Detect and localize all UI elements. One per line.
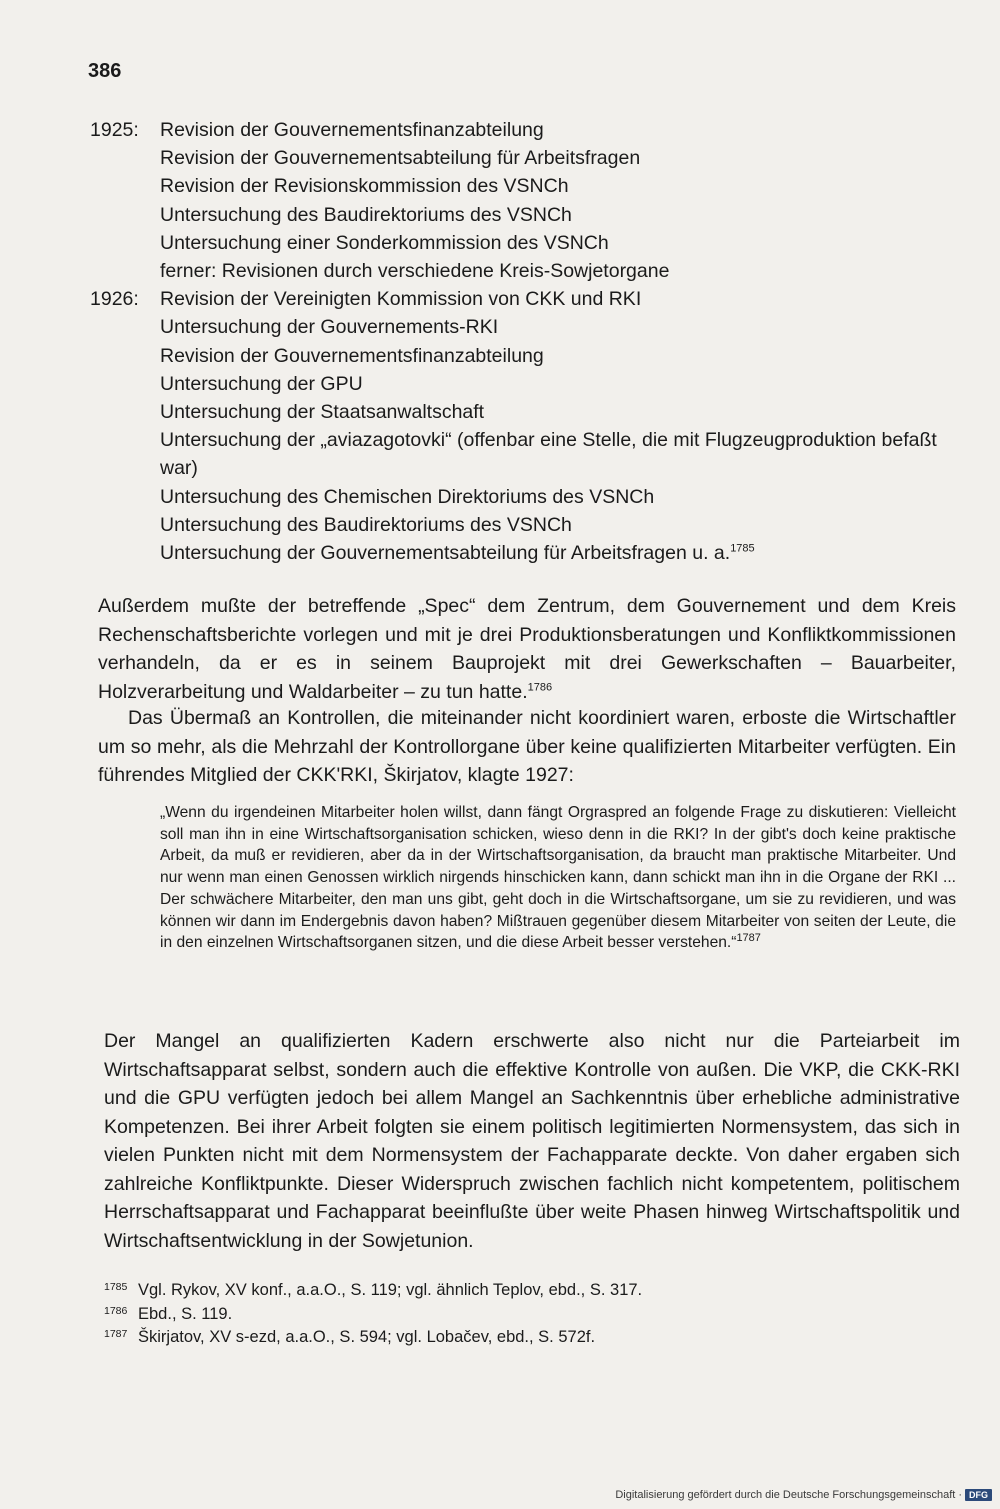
footnote-number: 1785 [104, 1281, 128, 1293]
event-items [160, 285, 960, 567]
event-item: Untersuchung der Staatsanwaltschaft [160, 401, 485, 424]
event-item: Untersuchung des Chemischen Direktoriums des VSNCh [160, 485, 655, 508]
body-paragraph-1 [98, 592, 956, 707]
credit-text: Digitalisierung gefördert durch die Deutsche Forschungsgemeinschaft [615, 1489, 956, 1501]
footnote-1787 [104, 1326, 964, 1350]
event-item: Revision der Gouvernementsabteilung für Arbeitsfragen [160, 147, 641, 170]
event-item: Untersuchung der „aviazagotovki“ (offenbar eine Stelle, die mit Flugzeugproduktion befaßt war) [160, 429, 937, 480]
event-item: Untersuchung des Baudirektoriums des VSNCh [160, 513, 572, 536]
footnote-text: Škirjatov, XV s-ezd, a.a.O., S. 594; vgl. Lobačev, ebd., S. 572f. [138, 1328, 596, 1346]
dfg-logo-icon: DFG [965, 1489, 992, 1501]
event-item: Untersuchung der GPU [160, 372, 363, 395]
event-item: ferner: Revisionen durch verschiedene Kreis-Sowjetorgane [160, 260, 670, 283]
footnote-number: 1786 [104, 1304, 128, 1317]
event-item: Revision der Gouvernementsfinanzabteilung [160, 344, 544, 367]
event-item: Untersuchung einer Sonderkommission des VSNCh [160, 231, 609, 254]
credit-separator: · [958, 1489, 962, 1501]
paragraph-text: Das Übermaß an Kontrollen, die miteinander nicht koordiniert waren, erboste die Wirtschaftler um so mehr, als die Mehrzahl der Kontrollorgane über keine qualifizierten Mitarbeiter verfügten. Ein führendes Mitglied der CKK'RKI, Škirjatov, klagte 1927: [98, 707, 956, 787]
footnote-number: 1787 [104, 1328, 128, 1340]
paragraph-text: Außerdem mußte der betreffende „Spec“ dem Zentrum, dem Gouvernement und dem Kreis Rechenschaftsberichte vorlegen und mit je drei Produktionsberatungen und Konfliktkommissionen verhandeln, da er es in seinem Bauprojekt mit drei Gewerkschaften – Bauarbeiter, Holzverarbeitung und Waldarbeiter – zu tun hatte. [98, 595, 956, 704]
footnote-1785 [104, 1279, 964, 1303]
footnote-text: Ebd., S. 119. [138, 1304, 233, 1323]
footnote-text: Vgl. Rykov, XV konf., a.a.O., S. 119; vgl. ähnlich Teplov, ebd., S. 317. [138, 1281, 643, 1299]
footnote-ref-1786[interactable]: 1786 [527, 681, 553, 694]
footnote-ref-1787[interactable]: 1787 [736, 932, 761, 945]
paragraph-text: Der Mangel an qualifizierten Kadern erschwerte also nicht nur die Parteiarbeit im Wirtschaftsapparat selbst, sondern auch die effektive Kontrolle von außen. Die VKP, die CKK-RKI und die GPU verfügten jedoch bei allem Mangel an Sachkenntnis über erhebliche administrative Kompetenzen. Bei ihrer Arbeit folgten sie einem politisch legitimierten Normensystem, das sich in vielen Punkten nicht mit dem Normensystem der Fachapparate deckte. Von daher ergaben sich zahlreiche Konfliktpunkte. Dieser Widerspruch zwischen fachlich nicht kompetentem, politischem Herrschaftsapparat und Fachapparat beeinflußte über weite Phasen hinweg Wirtschaftspolitik und Wirtschaftsentwicklung in der Sowjetunion. [104, 1030, 960, 1252]
quote-text: „Wenn du irgendeinen Mitarbeiter holen willst, dann fängt Orgraspred an folgende Frage zu diskutieren: Vielleicht soll man ihn in eine Wirtschaftsorganisation schicken, wieso denn in die RKI? In der gibt's doch keine praktische Arbeit, da muß er revidieren, aber da in der Wirtschaftsorganisation, da braucht man praktische Mitarbeiter. Und nur wenn man einen Genossen wirklich nirgends hinschicken kann, dann schickt man ihn in die Organe der RKI ... Der schwächere Mitarbeiter, den man uns gibt, geht doch in die Wirtschaftsorgane, um sie zu revidieren, und was können wir dann im Endergebnis davon haben? Mißtrauen gegenüber diesem Mitarbeiter von seiten der Leute, die in den einzelnen Wirtschaftsorganen sitzen, und die diese Arbeit besser verstehen.“ [160, 804, 956, 952]
event-item-text: Untersuchung der Gouvernementsabteilung für Arbeitsfragen u. a. [160, 542, 731, 565]
footnote-1786 [104, 1303, 964, 1327]
footnotes [104, 1279, 964, 1350]
event-item [160, 539, 960, 567]
event-item: Untersuchung des Baudirektoriums des VSNCh [160, 203, 572, 226]
event-items [160, 116, 960, 285]
block-quote [160, 802, 956, 954]
body-paragraph-3 [104, 1027, 960, 1255]
digitization-credit [615, 1489, 992, 1501]
page-number: 386 [88, 60, 122, 82]
year-block-1925 [90, 116, 960, 285]
year-label: 1926: [90, 288, 139, 311]
footnote-ref-1785[interactable]: 1785 [730, 542, 755, 555]
event-item: Untersuchung der Gouvernements-RKI [160, 316, 499, 339]
year-label: 1925: [90, 119, 139, 141]
event-item: Revision der Vereinigten Kommission von CKK und RKI [160, 288, 642, 311]
event-list [90, 116, 960, 567]
body-paragraph-2 [98, 704, 956, 790]
event-item: Revision der Revisionskommission des VSNCh [160, 175, 569, 198]
event-item: Revision der Gouvernementsfinanzabteilung [160, 119, 544, 141]
year-block-1926 [90, 285, 960, 567]
